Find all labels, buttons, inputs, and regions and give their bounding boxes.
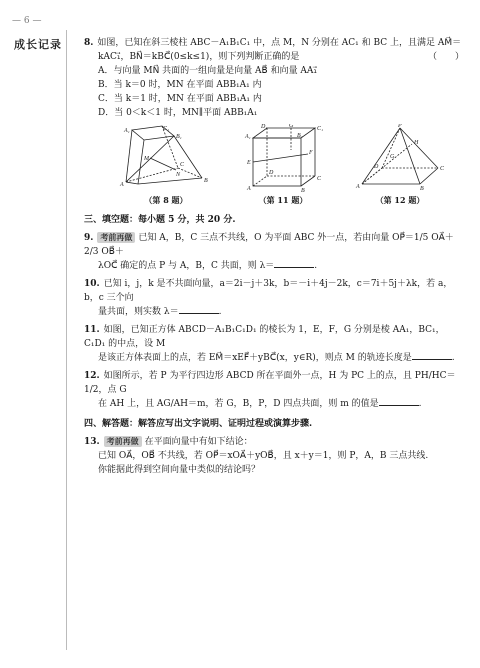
answer-paren: （ ） (427, 52, 464, 62)
answer-blank[interactable] (179, 313, 219, 314)
label-b: B (420, 186, 424, 192)
option-a: A．与向量 MN⃗ 共面的一组向量是向量 AB⃗ 和向量 AA₁⃗ (98, 66, 318, 76)
review-tag: 考前再做 (97, 232, 135, 243)
question-text: 如图，已知正方体 ABCD－A₁B₁C₁D₁ 的棱长为 1，E，F，G 分别是棱 AA₁，BC₁，C₁D₁ 的中点，设 M (84, 325, 445, 349)
page-number: — 6 — (12, 16, 42, 26)
brand-title: 成长记录 (14, 38, 62, 51)
label-a: A (247, 186, 251, 192)
label-d: D (269, 170, 274, 176)
figure-caption: （第 11 题） (258, 195, 308, 205)
question-text: 是该正方体表面上的点，若 EM⃗＝xEF⃗＋yBC⃗(x，y∈R)，则点 M 的轨迹长度是 (98, 353, 412, 363)
figure-caption: （第 12 题） (375, 195, 425, 205)
question-text: 在 AH 上，且 AG/AH＝m，若 G，B，P，D 四点共面，则 m 的值是 (98, 399, 379, 409)
question-10: 10. 已知 i，j，k 是不共面向量，a＝2i－j＋3k，b＝－i＋4j－2k，c＝7i＋5j＋λk，若 a，b，c 三个向 量共面，则实数 λ＝ . (84, 279, 453, 317)
label-b1: B₁ (297, 133, 303, 139)
question-number: 10. (84, 279, 100, 289)
figure-8 (118, 124, 214, 207)
pyramid-diagram (352, 124, 448, 192)
question-text: kAC₁⃗，BN⃗＝kBC⃗(0≤k≤1)，则下列判断正确的是 (98, 52, 300, 62)
label-c1: C₁ (163, 126, 170, 132)
label-b: B (301, 188, 305, 192)
label-d: D (374, 164, 379, 170)
label-a: A (120, 182, 124, 188)
label-c: C (180, 162, 185, 168)
figure-12 (352, 124, 448, 207)
label-m: M (144, 156, 149, 162)
label-n: N (176, 172, 181, 178)
section-heading: 四、解答题：解答应写出文字说明、证明过程或演算步骤. (84, 419, 313, 429)
label-a1: A₁ (124, 128, 130, 134)
question-12: 12. 如图所示，若 P 为平行四边形 ABCD 所在平面外一点，H 为 PC 上的点，且 PH/HC＝1/2，点 G 在 AH 上，且 AG/AH＝m，若 G，B，P，D 四点共面，则 m 的值是 . (84, 371, 456, 409)
figure-caption: （第 8 题） (144, 195, 188, 205)
option-c: C．当 k＝1 时，MN 在平面 ABB₁A₁ 内 (98, 94, 262, 104)
label-a: A (356, 184, 360, 190)
question-9: 9. 考前再做 已知 A，B，C 三点不共线，O 为平面 ABC 外一点，若由向量 OP⃗＝1/5 OA⃗＋2/3 OB⃗＋ λOC⃗ 确定的点 P 与 A，B，C 共面，则 λ＝ . (84, 232, 454, 271)
question-number: 13. (84, 437, 100, 447)
label-c: C (440, 166, 445, 172)
question-number: 8. (84, 38, 94, 48)
label-c: C (317, 176, 322, 182)
question-number: 9. (84, 233, 94, 243)
question-text: λOC⃗ 确定的点 P 与 A，B，C 共面，则 λ＝ (98, 261, 275, 271)
question-text: 已知 OA⃗，OB⃗ 不共线，若 OP⃗＝xOA⃗＋yOB⃗，且 x＋y＝1，则 P，A，B 三点共线. (98, 451, 429, 461)
label-b: B (204, 178, 208, 184)
label-b1: B₁ (176, 134, 182, 140)
question-13 (84, 435, 464, 477)
review-tag: 考前再做 (104, 436, 142, 447)
cube-diagram (235, 124, 331, 192)
label-c1: C₁ (317, 126, 324, 132)
figure-11 (235, 124, 331, 207)
question-number: 11. (84, 325, 100, 335)
label-p: P (398, 124, 402, 129)
label-h: H (414, 140, 419, 146)
option-d: D．当 0＜k＜1 时，MN∥平面 ABB₁A₁ (98, 108, 258, 118)
label-g: G (390, 154, 395, 160)
margin-divider (66, 30, 67, 650)
question-text: 量共面，则实数 λ＝ (98, 307, 179, 317)
question-text: 在平面向量中有如下结论： (144, 437, 253, 447)
question-text: 已知 A，B，C 三点不共线，O 为平面 ABC 外一点，若由向量 OP⃗＝1/5 OA⃗＋2/3 OB⃗＋ (84, 233, 454, 257)
question-text: 已知 i，j，k 是不共面向量，a＝2i－j＋3k，b＝－i＋4j－2k，c＝7i＋5j＋λk，若 a，b，c 三个向 (84, 279, 453, 303)
question-11: 11. 如图，已知正方体 ABCD－A₁B₁C₁D₁ 的棱长为 1，E，F，G 分别是棱 AA₁，BC₁，C₁D₁ 的中点，设 M 是该正方体表面上的点，若 EM⃗＝xEF⃗＋yBC⃗(x，y∈R)，则点 M 的轨迹长度是 . (84, 325, 455, 363)
figure-row (118, 124, 448, 207)
question-text: 如图所示，若 P 为平行四边形 ABCD 所在平面外一点，H 为 PC 上的点，且 PH/HC＝1/2，点 G (84, 371, 456, 395)
page-content (84, 36, 464, 481)
label-d1: D₁ (261, 124, 268, 130)
label-e: E (247, 160, 251, 166)
label-a1: A₁ (245, 134, 251, 140)
question-8 (84, 36, 464, 120)
option-b: B．当 k＝0 时，MN 在平面 ABB₁A₁ 内 (98, 80, 262, 90)
answer-blank[interactable] (274, 267, 314, 268)
question-text: 如图，已知在斜三棱柱 ABC－A₁B₁C₁ 中，点 M，N 分别在 AC₁ 和 BC 上，且满足 AM⃗＝ (97, 38, 462, 48)
answer-blank[interactable] (412, 359, 452, 360)
label-f: F (309, 150, 313, 156)
section-heading: 三、填空题：每小题 5 分，共 20 分. (84, 215, 236, 225)
answer-blank[interactable] (379, 405, 419, 406)
question-number: 12. (84, 371, 100, 381)
label-g: G (289, 124, 294, 129)
question-text: 你能据此得到空间向量中类似的结论吗？ (98, 465, 261, 475)
prism-diagram (118, 124, 214, 192)
